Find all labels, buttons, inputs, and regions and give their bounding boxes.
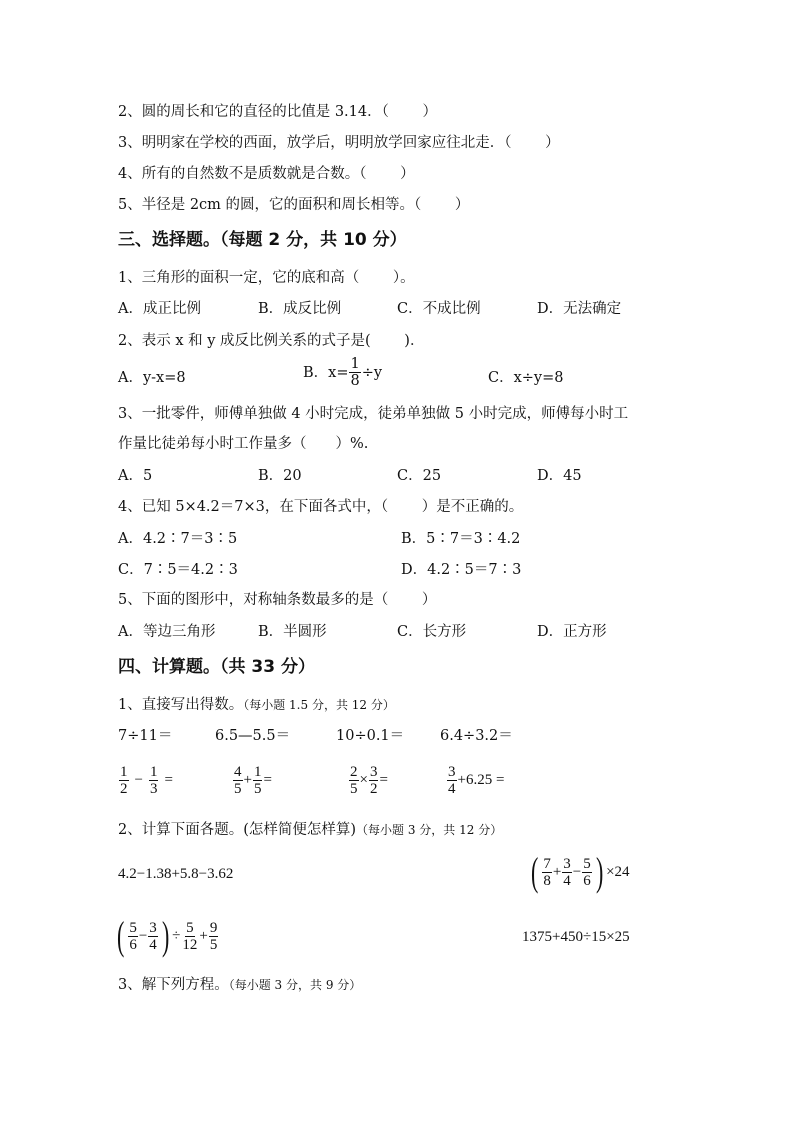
judge-q4: 4、所有的自然数不是质数就是合数。（ ） <box>118 166 415 182</box>
s3-q3-c: C．25 <box>397 468 442 484</box>
s3-q4-b: B．5∶7＝3∶4.2 <box>401 531 521 547</box>
s3-q1-d: D．无法确定 <box>537 301 622 317</box>
s3-q2-b-post: ÷y <box>361 364 383 381</box>
s4-p1-e3: 10÷0.1＝ <box>336 728 405 744</box>
s3-q3-a: A．5 <box>118 468 153 484</box>
s3-q1-a: A．成正比例 <box>118 301 201 317</box>
s4-p2-e3: ( 5 6 − $\frac{3}{4}$ ) ÷ $\frac{5}{12}$ + $\frac{9}{5}$ <box>116 913 218 958</box>
s3-q2-b-pre: B．x= <box>303 364 349 381</box>
s3-q2: 2、表示 x 和 y 成反比例关系的式子是( )． <box>118 333 425 349</box>
s3-q3-d: D．45 <box>537 468 582 484</box>
s3-q5-c: C．长方形 <box>397 624 467 640</box>
s4-p1-e2: 6.5—5.5＝ <box>215 728 291 744</box>
s3-q4-d: D．4.2∶5＝7∶3 <box>401 562 522 578</box>
section3-heading: 三、选择题。（每题 2 分，共 10 分） <box>118 230 407 250</box>
s3-q3-b: B．20 <box>258 468 302 484</box>
s3-q5-d: D．正方形 <box>537 624 607 640</box>
s4-p2-e1: 4.2−1.38+5.8−3.62 <box>118 866 234 882</box>
s4-p1-e4: 6.4÷3.2＝ <box>440 728 513 744</box>
judge-q5: 5、半径是 2cm 的圆，它的面积和周长相等。（ ） <box>118 197 470 213</box>
s3-q1-b: B．成反比例 <box>258 301 342 317</box>
s4-p2-title: 2、计算下面各题。(怎样简便怎样算)（每小题 3 分，共 12 分） <box>118 822 503 838</box>
s4-p1-f1: 1 2 − $\frac{1}{3}$ = <box>120 764 173 797</box>
s3-q3-line2: 作量比徒弟每小时工作量多（ ）%. <box>118 436 369 452</box>
s3-q1: 1、三角形的面积一定，它的底和高（ ）。 <box>118 270 415 286</box>
s3-q5-a: A．等边三角形 <box>118 624 216 640</box>
s3-q4: 4、已知 5×4.2＝7×3，在下面各式中，（ ）是不正确的。 <box>118 499 524 515</box>
s4-p3-note: （每小题 3 分，共 9 分） <box>228 978 362 992</box>
section4-heading: 四、计算题。（共 33 分） <box>118 657 315 677</box>
s3-q4-a: A．4.2∶7＝3∶5 <box>118 531 238 547</box>
s3-q2-c: C．x÷y=8 <box>488 370 564 386</box>
s4-p1-note: （每小题 1.5 分，共 12 分） <box>243 698 395 712</box>
s4-p1-f3: $\frac{2}{5}$ × $\frac{3}{2}$ = <box>350 764 388 797</box>
s4-p2-e4: 1375+450÷15×25 <box>522 929 630 945</box>
s4-p1-title: 1、直接写出得数。（每小题 1.5 分，共 12 分） <box>118 697 395 713</box>
s4-p1-e1: 7÷11＝ <box>118 728 173 744</box>
s3-q5: 5、下面的图形中，对称轴条数最多的是（ ） <box>118 592 437 608</box>
s4-p3-title: 3、解下列方程。（每小题 3 分，共 9 分） <box>118 977 362 993</box>
s3-q1-c: C．不成比例 <box>397 301 481 317</box>
s3-q2-b <box>303 356 382 389</box>
s4-p2-note: （每小题 3 分，共 12 分） <box>356 823 503 837</box>
s3-q2-a: A．y-x=8 <box>118 370 186 386</box>
judge-q2: 2、圆的周长和它的直径的比值是 3.14．（ ） <box>118 104 437 120</box>
s3-q2-b-fraction: $\frac{1}{8}$ <box>350 356 360 389</box>
s4-p2-e2: ( 7 8 + $\frac{3}{4}$ − $\frac{5}{6}$ ) ×24 <box>530 849 630 894</box>
s3-q5-b: B．半圆形 <box>258 624 327 640</box>
judge-q3: 3、明明家在学校的西面，放学后，明明放学回家应往北走．（ ） <box>118 135 560 151</box>
s3-q4-c: C．7∶5＝4.2∶3 <box>118 562 238 578</box>
s3-q3-line1: 3、一批零件，师傅单独做 4 小时完成，徒弟单独做 5 小时完成，师傅每小时工 <box>118 406 629 422</box>
s4-p1-f2: 4 5 + $\frac{1}{5}$ = <box>234 764 272 797</box>
s4-p1-f4: 3 4 +6.25 = <box>448 764 505 797</box>
